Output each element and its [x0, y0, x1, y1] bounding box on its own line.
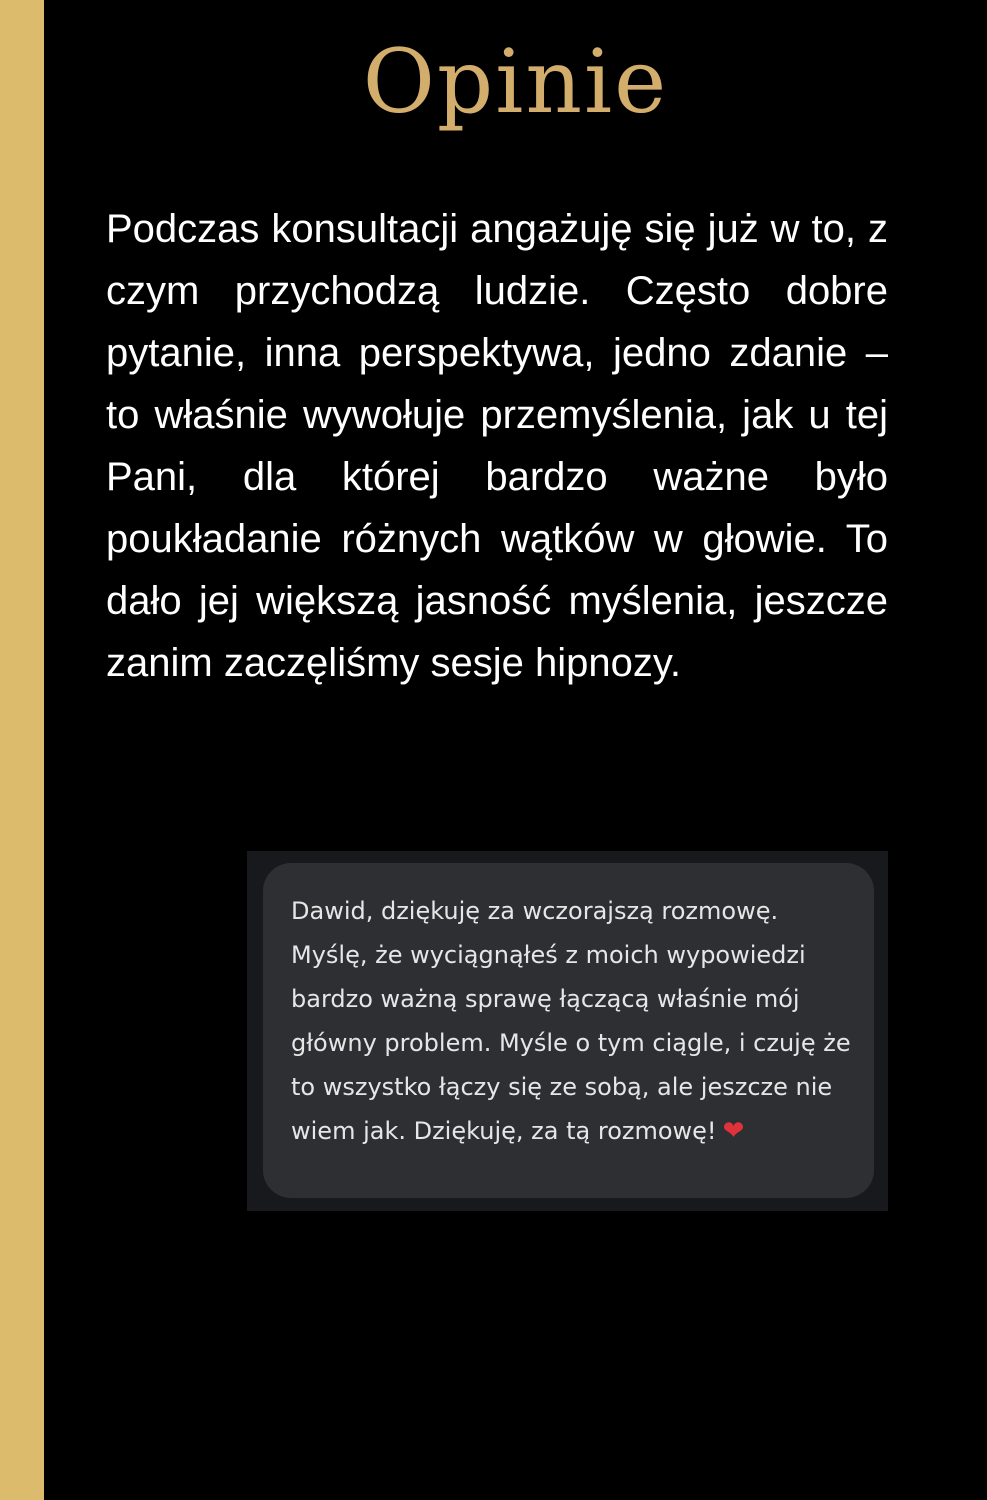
message-content: [291, 889, 856, 1153]
testimonial-screenshot: [247, 851, 888, 1211]
message-bubble: [263, 863, 874, 1198]
page-title: Opinie: [362, 30, 669, 133]
gold-accent-stripe: [0, 0, 44, 1500]
message-text: Dawid, dziękuję za wczorajszą rozmowę. Myślę, że wyciągnąłeś z moich wypowiedzi bardzo ważną sprawę łączącą właśnie mój główny problem. Myśle o tym ciągle, i czuję że to wszystko łączy się ze sobą, ale jeszcze nie wiem jak. Dziękuję, za tą rozmowę!: [291, 897, 851, 1145]
heart-icon: ❤: [722, 1116, 745, 1146]
intro-paragraph: Podczas konsultacji angażuję się już w to, z czym przychodzą ludzie. Często dobre pytanie, inna perspektywa, jedno zdanie – to właśnie wywołuje przemyślenia, jak u tej Pani, dla której bardzo ważne było poukładanie różnych wątków w głowie. To dało jej większą jasność myślenia, jeszcze zanim zaczęliśmy sesje hipnozy.: [106, 207, 888, 685]
